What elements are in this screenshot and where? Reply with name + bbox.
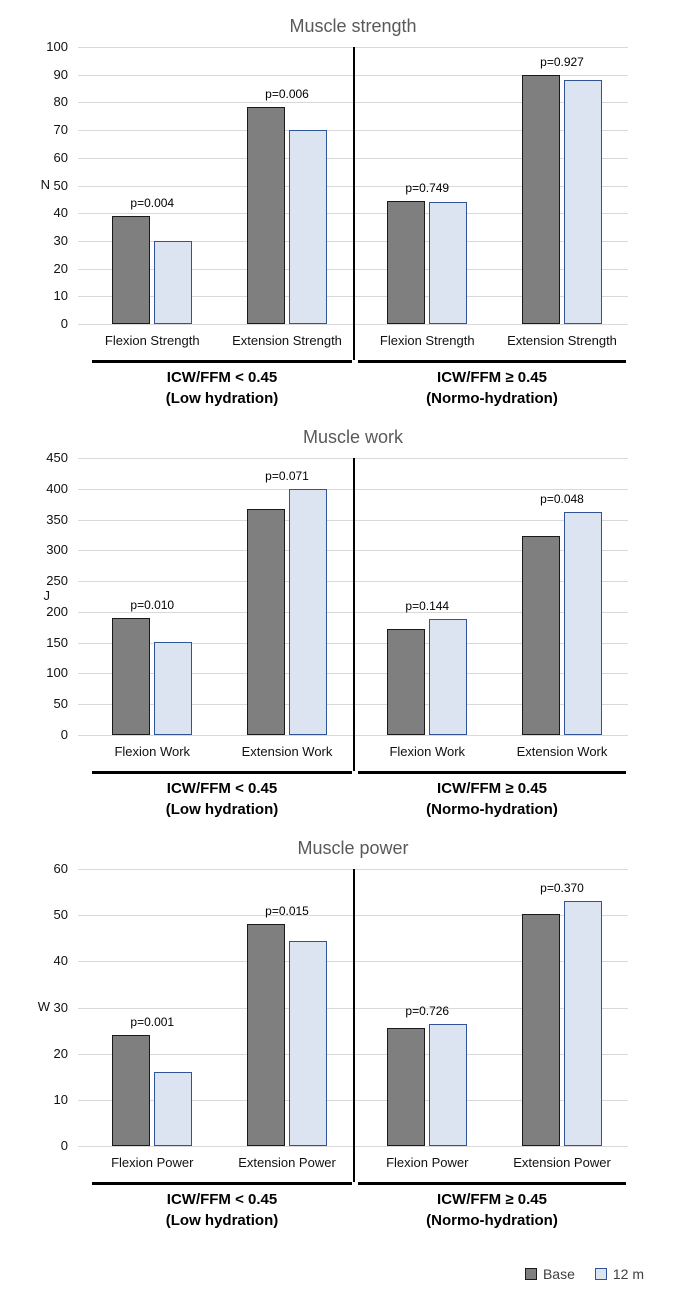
legend-label-base: Base — [542, 1266, 575, 1282]
bar-12m — [289, 489, 327, 735]
x-category-label: Flexion Work — [389, 744, 466, 759]
y-tick-label: 20 — [53, 260, 68, 276]
legend — [525, 1266, 644, 1282]
chart-muscle-power — [0, 838, 680, 1237]
y-tick-label: 70 — [53, 122, 68, 138]
bar-12m — [564, 901, 602, 1146]
bar-12m — [289, 130, 327, 324]
x-category-label: Extension Work — [241, 744, 333, 759]
p-value-label: p=0.927 — [540, 54, 584, 69]
y-tick-label: 50 — [53, 907, 68, 923]
bar-12m — [429, 1024, 467, 1146]
y-tick-label: 60 — [53, 149, 68, 165]
y-tick-label: 0 — [60, 316, 68, 331]
bar-base — [522, 536, 560, 735]
x-category-label: Flexion Work — [114, 744, 191, 759]
y-tick-label: 10 — [53, 288, 68, 304]
bar-12m — [429, 202, 467, 324]
panel-caption — [92, 1182, 352, 1231]
legend-label-12m: 12 m — [612, 1266, 644, 1282]
panel-divider — [353, 47, 355, 360]
panel-caption-line2: (Low hydration) — [165, 390, 279, 407]
x-category-label: Extension Power — [513, 1155, 611, 1170]
y-tick-label: 60 — [53, 861, 68, 876]
panel-caption-line1: ICW/FFM < 0.45 — [166, 1191, 278, 1208]
panel-caption — [358, 360, 626, 409]
p-value-label: p=0.749 — [405, 180, 450, 195]
y-tick-label: 0 — [60, 1138, 68, 1153]
y-tick-label: 50 — [53, 177, 68, 193]
y-tick-label: 50 — [53, 696, 68, 712]
p-value-label: p=0.726 — [405, 1003, 450, 1018]
p-value-label: p=0.048 — [540, 492, 584, 507]
bar-base — [522, 914, 560, 1146]
p-value-label: p=0.001 — [130, 1015, 175, 1030]
bar-12m — [564, 512, 602, 735]
chart-muscle-work — [0, 427, 680, 826]
bar-base — [112, 1035, 150, 1146]
y-tick-label: 10 — [53, 1091, 68, 1107]
bar-12m — [429, 619, 467, 735]
y-tick-label: 20 — [53, 1045, 68, 1061]
y-tick-label: 450 — [46, 450, 68, 465]
legend-swatch-12m-icon — [595, 1268, 607, 1280]
legend-item-base — [525, 1266, 575, 1282]
chart-title: Muscle strength — [289, 16, 417, 36]
y-tick-label: 80 — [53, 94, 68, 110]
panel-caption — [92, 771, 352, 820]
y-tick-label: 400 — [46, 480, 68, 496]
y-tick-label: 30 — [53, 232, 68, 248]
legend-swatch-base-icon — [525, 1268, 537, 1280]
y-axis-unit-label: J — [43, 587, 50, 603]
p-value-label: p=0.006 — [265, 86, 309, 101]
y-tick-label: 350 — [46, 511, 68, 527]
panel-caption-line2: (Low hydration) — [165, 801, 279, 818]
panel-caption — [358, 1182, 626, 1231]
p-value-label: p=0.071 — [265, 468, 309, 483]
bar-base — [112, 216, 150, 324]
panel-caption — [358, 771, 626, 820]
p-value-label: p=0.370 — [540, 881, 584, 896]
bar-base — [387, 201, 425, 324]
x-category-label: Flexion Power — [111, 1155, 194, 1170]
chart-muscle-strength — [0, 16, 680, 415]
chart-title: Muscle power — [297, 838, 409, 858]
x-category-label: Flexion Power — [386, 1155, 469, 1170]
panel-divider — [353, 458, 355, 771]
y-tick-label: 40 — [53, 953, 68, 969]
bar-base — [247, 107, 285, 324]
panel-caption-line2: (Normo-hydration) — [426, 801, 558, 818]
y-tick-label: 90 — [53, 66, 68, 82]
panel-caption-line1: ICW/FFM ≥ 0.45 — [437, 1191, 547, 1208]
bar-12m — [289, 941, 327, 1146]
y-tick-label: 300 — [46, 542, 68, 558]
panel-caption-line2: (Normo-hydration) — [426, 1212, 558, 1229]
bar-12m — [154, 642, 192, 735]
x-category-label: Extension Work — [516, 744, 608, 759]
panel-divider — [353, 869, 355, 1182]
y-tick-label: 250 — [46, 573, 68, 589]
y-tick-label: 30 — [53, 999, 68, 1015]
bar-base — [387, 1028, 425, 1146]
bar-12m — [154, 241, 192, 324]
panel-caption-line1: ICW/FFM ≥ 0.45 — [437, 369, 547, 386]
x-category-label: Extension Strength — [507, 333, 617, 348]
x-category-label: Flexion Strength — [379, 333, 475, 348]
y-tick-label: 0 — [60, 727, 68, 742]
panel-caption — [92, 360, 352, 409]
chart-title: Muscle work — [302, 427, 404, 447]
p-value-label: p=0.010 — [130, 598, 175, 613]
x-category-label: Extension Power — [238, 1155, 336, 1170]
y-tick-label: 100 — [46, 665, 68, 681]
y-tick-label: 150 — [46, 634, 68, 650]
y-tick-label: 200 — [46, 603, 68, 619]
bar-base — [112, 618, 150, 735]
p-value-label: p=0.015 — [265, 904, 309, 919]
bar-base — [247, 924, 285, 1146]
bar-12m — [564, 80, 602, 324]
bar-12m — [154, 1072, 192, 1146]
y-axis-unit-label: N — [40, 176, 50, 192]
x-category-label: Flexion Strength — [104, 333, 200, 348]
x-category-label: Extension Strength — [232, 333, 342, 348]
plot-area — [0, 39, 680, 415]
p-value-label: p=0.004 — [130, 195, 175, 210]
plot-area — [0, 450, 680, 826]
p-value-label: p=0.144 — [405, 599, 450, 614]
y-tick-label: 40 — [53, 205, 68, 221]
plot-area — [0, 861, 680, 1237]
bar-base — [522, 75, 560, 324]
panel-caption-line2: (Normo-hydration) — [426, 390, 558, 407]
panel-caption-line2: (Low hydration) — [165, 1212, 279, 1229]
panel-caption-line1: ICW/FFM ≥ 0.45 — [437, 780, 547, 797]
bar-base — [247, 509, 285, 735]
bar-base — [387, 629, 425, 735]
y-tick-label: 100 — [46, 39, 68, 54]
legend-item-12m — [595, 1266, 644, 1282]
panel-caption-line1: ICW/FFM < 0.45 — [166, 369, 278, 386]
panel-caption-line1: ICW/FFM < 0.45 — [166, 780, 278, 797]
y-axis-unit-label: W — [37, 998, 50, 1014]
